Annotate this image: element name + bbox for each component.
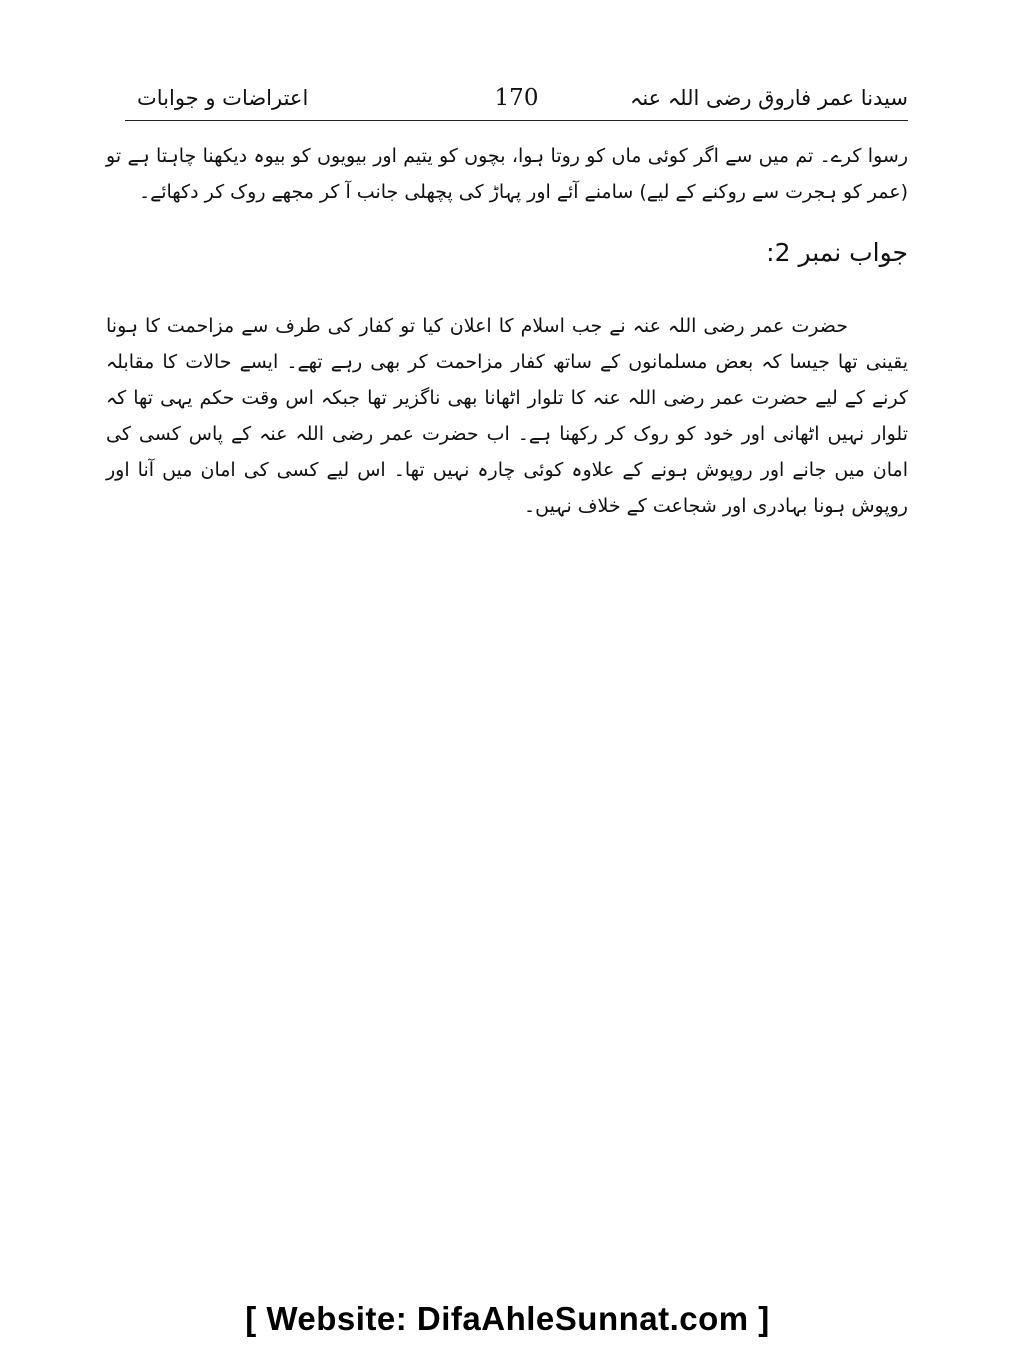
page-number: 170 (494, 85, 539, 111)
page-header (125, 84, 908, 121)
paragraph-2: حضرت عمر رضی اللہ عنہ نے جب اسلام کا اعلان کیا تو کفار کی طرف سے مزاحمت کا ہونا یقینی تھا جیسا کہ بعض مسلمانوں کے ساتھ کفار مزاحمت کر بھی رہے تھے۔ ایسے حالات کا مقابلہ کرنے کے لیے حضرت عمر رضی اللہ عنہ کا تلوار اٹھانا بھی ناگزیر تھا جبکہ اس وقت حکم یہی تھا کہ تلوار نہیں اٹھانی اور خود کو روک کر رکھنا ہے۔ اب حضرت عمر رضی اللہ عنہ کے پاس کسی کی امان میں جانے اور روپوش ہونے کے علاوہ کوئی چارہ نہیں تھا۔ اس لیے کسی کی امان میں آنا اور روپوش ہونا بہادری اور شجاعت کے خلاف نہیں۔ (106, 315, 908, 517)
paragraph-1: رسوا کرے۔ تم میں سے اگر کوئی ماں کو روتا ہوا، بچوں کو یتیم اور بیویوں کو بیوہ دیکھنا چاہتا ہے تو (عمر کو ہجرت سے روکنے کے لیے) سامنے آئے اور پہاڑ کی پچھلی جانب آ کر مجھے روک کر دکھائے۔ (106, 145, 908, 203)
section-heading: جواب نمبر 2: (766, 238, 908, 267)
chapter-title: اعتراضات و جوابات (137, 86, 309, 110)
website-footer: [ Website: DifaAhleSunnat.com ] (245, 1300, 770, 1337)
book-title: سیدنا عمر فاروق رضی اللہ عنہ (630, 86, 908, 110)
